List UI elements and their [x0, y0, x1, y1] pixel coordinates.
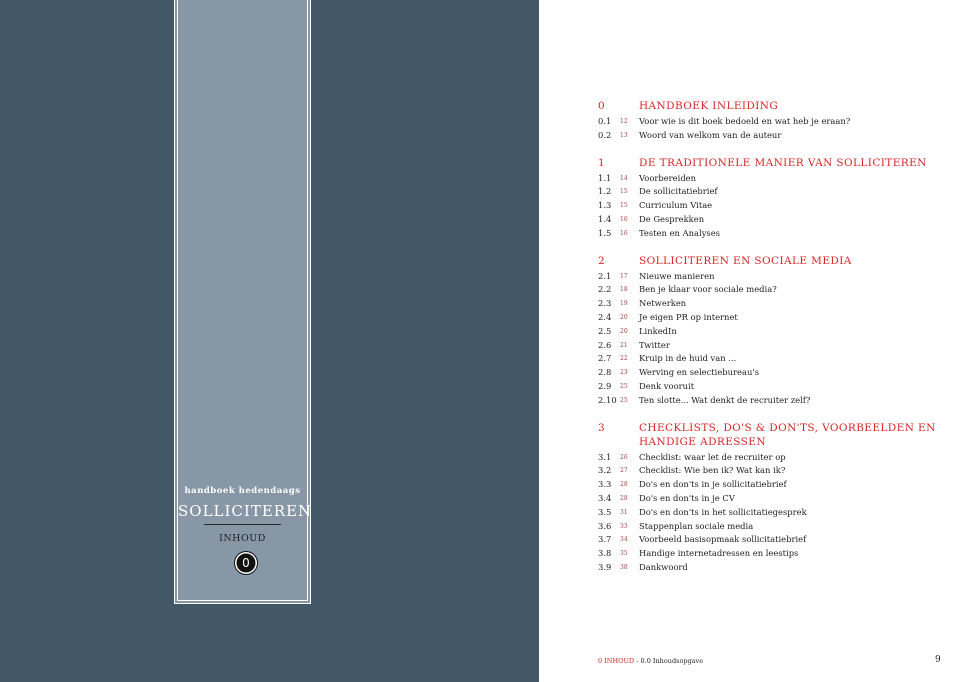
- toc-entry-number: 2.10: [598, 394, 617, 405]
- footer-chapter-label: 0 INHOUD: [598, 657, 635, 665]
- toc-entry-number: 2.9: [598, 380, 612, 391]
- toc-entry-page: 34: [620, 536, 628, 544]
- toc-entry-page: 26: [620, 453, 628, 461]
- toc-entry-page: 12: [620, 118, 628, 125]
- toc-entry-number: 2.4: [598, 311, 612, 322]
- toc-entry: [598, 129, 938, 143]
- toc-entry-number: 1.2: [598, 186, 612, 197]
- brand-section-label: INHOUD: [219, 533, 266, 544]
- toc-entry-number: 1.1: [598, 172, 612, 183]
- toc-entry: [598, 520, 938, 534]
- toc-entry: [598, 464, 938, 478]
- toc-entry-page: 25: [620, 396, 628, 404]
- toc-entry: [598, 380, 938, 394]
- toc-entry: [598, 451, 938, 465]
- toc-entry-page: 23: [620, 369, 628, 377]
- toc-entry-title: De Gesprekken: [639, 213, 705, 224]
- toc-entry-title: Voorbeeld basisopmaak sollicitatiebrief: [639, 534, 807, 545]
- toc-entry: [598, 506, 938, 520]
- toc-entry-number: 3.8: [598, 548, 612, 559]
- toc-chapter: [598, 99, 938, 143]
- chapter-badge: 0: [235, 552, 257, 574]
- toc-entry-title: Checklist: Wie ben ik? Wat kan ik?: [639, 465, 786, 476]
- toc-entry-title: Denk vooruit: [639, 380, 695, 391]
- toc-chapter-heading: [598, 99, 938, 113]
- toc-chapter-heading: [598, 421, 938, 449]
- toc-entry: [598, 561, 938, 575]
- toc-entry-title: Je eigen PR op internet: [639, 311, 738, 322]
- title-band-frame: [177, 0, 313, 601]
- toc-entry-title: Checklist: waar let de recruiter op: [639, 451, 786, 462]
- toc-entry-page: 33: [620, 522, 628, 530]
- toc-entry: [598, 325, 938, 339]
- toc-entry-number: 0.1: [598, 116, 612, 126]
- toc-entry-page: 22: [620, 355, 628, 363]
- toc-entry-title: Do's en don'ts in het sollicitatiegesprek: [639, 506, 807, 517]
- page-number: 9: [935, 655, 941, 665]
- toc-chapter-number: 1: [598, 156, 606, 169]
- toc-entry-number: 2.2: [598, 284, 612, 295]
- toc-entry-title: Curriculum Vitae: [639, 200, 713, 211]
- brand-subtitle: handboek hedendaags: [184, 486, 301, 496]
- toc-entry-number: 2.6: [598, 339, 612, 350]
- toc-entry-number: 3.6: [598, 520, 612, 531]
- toc-chapter-title: SOLLICITEREN EN SOCIALE MEDIA: [639, 254, 852, 267]
- toc-entry: [598, 311, 938, 325]
- toc-entry-title: Stappenplan sociale media: [639, 520, 754, 531]
- toc-entry-page: 20: [620, 327, 628, 335]
- title-band: [174, 0, 311, 604]
- toc-entry-number: 3.7: [598, 534, 612, 545]
- footer-separator: -: [634, 657, 641, 665]
- toc-entry-page: 31: [620, 508, 628, 516]
- toc-entry-title: Ben je klaar voor sociale media?: [639, 284, 777, 295]
- toc-chapter-title: CHECKLISTS, DO'S & DON'TS, VOORBEELDEN EN HANDIGE ADRESSEN: [639, 421, 936, 448]
- toc-entry: [598, 172, 938, 186]
- toc-entry-page: 27: [620, 467, 628, 475]
- toc-entry-page: 35: [620, 550, 628, 558]
- toc-entry-page: 15: [620, 202, 628, 210]
- toc-chapter-title: DE TRADITIONELE MANIER VAN SOLLICITEREN: [639, 156, 927, 169]
- toc-entry-title: Handige internetadressen en leestips: [639, 548, 799, 559]
- toc-entry: [598, 227, 938, 241]
- toc-entry-page: 18: [620, 286, 628, 294]
- toc-chapter-number: 3: [598, 421, 606, 434]
- toc-entry-page: 14: [620, 174, 628, 182]
- toc-entry-page: 25: [620, 382, 628, 390]
- toc-entry: [598, 478, 938, 492]
- toc-chapter-number: 2: [598, 254, 606, 267]
- toc-chapter-number: 0: [598, 100, 606, 112]
- toc-chapter-title: HANDBOEK INLEIDING: [639, 100, 779, 112]
- toc-entry: [598, 283, 938, 297]
- toc-entry-title: De sollicitatiebrief: [639, 186, 718, 197]
- toc-entry-title: Do's en don'ts in je sollicitatiebrief: [639, 479, 787, 490]
- toc-entry-number: 2.3: [598, 298, 612, 309]
- toc-entry: [598, 199, 938, 213]
- toc-entry-number: 3.2: [598, 465, 612, 476]
- toc-entry-page: 28: [620, 481, 628, 489]
- toc-entry: [598, 547, 938, 561]
- brand-title: SOLLICITEREN: [178, 502, 313, 520]
- toc-entry-title: Dankwoord: [639, 561, 688, 572]
- toc-entry: [598, 366, 938, 380]
- toc-entry-title: Voorbereiden: [639, 172, 697, 183]
- toc-entry-page: 16: [620, 229, 628, 237]
- toc-entry-number: 3.9: [598, 561, 612, 572]
- toc-entry-number: 3.3: [598, 479, 612, 490]
- toc-entry-page: 20: [620, 313, 628, 321]
- toc-entry-number: 1.3: [598, 200, 612, 211]
- toc-chapter-heading: [598, 254, 938, 268]
- toc-entry-title: Voor wie is dit boek bedoeld en wat heb je eraan?: [639, 116, 851, 126]
- toc-entry-number: 0.2: [598, 129, 612, 140]
- toc-entry-title: Testen en Analyses: [639, 227, 720, 238]
- toc-entry-number: 1.5: [598, 227, 612, 238]
- footer-section-label: 0.0 Inhoudsopgave: [640, 657, 704, 665]
- toc-entry: [598, 352, 938, 366]
- table-of-contents: [598, 99, 938, 588]
- toc-entry: [598, 394, 938, 408]
- toc-entry: [598, 339, 938, 353]
- toc-chapter-heading: [598, 156, 938, 170]
- toc-entry-number: 2.5: [598, 325, 612, 336]
- toc-entry-title: Woord van welkom van de auteur: [639, 129, 782, 140]
- toc-entry-page: 28: [620, 494, 628, 502]
- toc-entry-title: Nieuwe manieren: [639, 270, 715, 281]
- toc-entry-title: Twitter: [639, 339, 670, 350]
- page-footer: [598, 657, 703, 665]
- toc-entry-page: 38: [620, 563, 628, 571]
- toc-entry-number: 2.7: [598, 353, 612, 364]
- toc-entry: [598, 492, 938, 506]
- toc-entry-number: 3.1: [598, 451, 612, 462]
- toc-entry-title: Kruip in de huid van ...: [639, 353, 737, 364]
- toc-entry-number: 2.1: [598, 270, 612, 281]
- toc-entry-page: 17: [620, 272, 628, 280]
- toc-entry-page: 15: [620, 188, 628, 196]
- toc-entry-number: 1.4: [598, 213, 612, 224]
- toc-entry-title: Netwerken: [639, 298, 687, 309]
- toc-entry-number: 3.4: [598, 492, 612, 503]
- toc-entry: [598, 185, 938, 199]
- toc-entry-page: 19: [620, 300, 628, 308]
- toc-entry-number: 2.8: [598, 367, 612, 378]
- toc-entry-page: 13: [620, 131, 628, 139]
- toc-entry: [598, 213, 938, 227]
- toc-entry-title: LinkedIn: [639, 325, 677, 336]
- toc-entry-page: 16: [620, 215, 628, 223]
- toc-chapter: [598, 421, 938, 575]
- toc-chapter: [598, 254, 938, 408]
- brand-divider: [204, 524, 281, 525]
- toc-entry: [598, 115, 938, 129]
- toc-entry: [598, 533, 938, 547]
- toc-entry-title: Do's en don'ts in je CV: [639, 492, 735, 503]
- toc-entry-title: Ten slotte... Wat denkt de recruiter zelf?: [639, 394, 811, 405]
- toc-entry-page: 21: [620, 341, 628, 349]
- toc-entry-title: Werving en selectiebureau's: [639, 367, 760, 378]
- toc-entry-number: 3.5: [598, 506, 612, 517]
- toc-entry: [598, 297, 938, 311]
- toc-entry: [598, 270, 938, 284]
- toc-chapter: [598, 156, 938, 241]
